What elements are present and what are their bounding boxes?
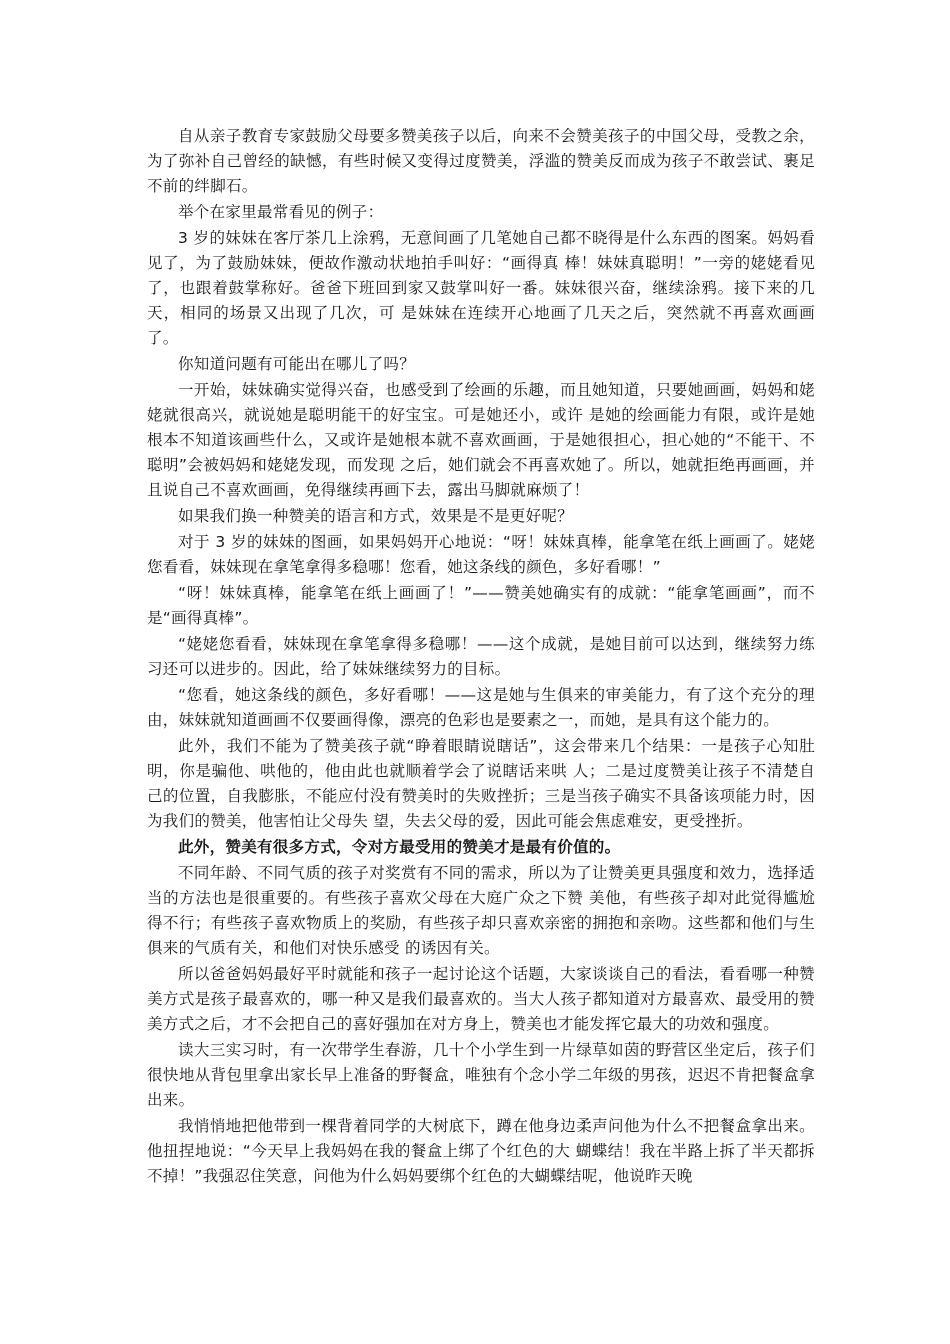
paragraph: 如果我们换一种赞美的语言和方式，效果是不是更好呢？ [178,507,574,525]
document-body [147,124,815,1189]
bold-paragraph: 此外，赞美有很多方式，令对方最受用的赞美才是最有价值的。 [178,838,621,856]
paragraph: 对于 3 岁的妹妹的图画，如果妈妈开心地说：“呀！妹妹真棒，能拿笔在纸上画画了。姥姥您看看，妹妹现在拿笔拿得多稳哪！您看，她这条线的颜色，多好看哪！” [147,533,815,576]
paragraph: 所以爸爸妈妈最好平时就能和孩子一起讨论这个话题，大家谈谈自己的看法，看看哪一种赞美方式是孩子最喜欢的，哪一种又是我们最喜欢的。当大人孩子都知道对方最喜欢、最受用的赞美方式之后，才不会把自己的喜好强加在对方身上，赞美也才能发挥它最大的功效和强度。 [147,965,815,1033]
paragraph: 你知道问题有可能出在哪儿了吗？ [178,355,416,373]
paragraph: 此外，我们不能为了赞美孩子就“睁着眼睛说瞎话”，这会带来几个结果：一是孩子心知肚明，你是骗他、哄他的，他由此也就顺着学会了说瞎话来哄 人；二是过度赞美让孩子不清楚自己的位置，自我膨胀，不能应付没有赞美时的失败挫折；三是当孩子确实不具备该项能力时，因为我们的赞美，他害怕让父母失 望，失去父母的爱，因此可能会焦虑难安，更受挫折。 [147,737,815,830]
paragraph: “姥姥您看看，妹妹现在拿笔拿得多稳哪！——这个成就，是她目前可以达到，继续努力练习还可以进步的。因此，给了妹妹继续努力的目标。 [147,635,815,678]
paragraph: 一开始，妹妹确实觉得兴奋，也感受到了绘画的乐趣，而且她知道，只要她画画，妈妈和姥姥就很高兴，就说她是聪明能干的好宝宝。可是她还小，或许 是她的绘画能力有限，或许是她根本不知道该画些什么，又或许是她根本就不喜欢画画，于是她很担心，担心她的“不能干、不聪明”会被妈妈和姥姥发现，而发现 之后，她们就会不再喜欢她了。所以，她就拒绝再画画，并且说自己不喜欢画画，免得继续再画下去，露出马脚就麻烦了！ [147,381,815,499]
paragraph: “您看，她这条线的颜色，多好看哪！——这是她与生俱来的审美能力，有了这个充分的理由，妹妹就知道画画不仅要画得像，漂亮的色彩也是要素之一，而她，是具有这个能力的。 [147,686,815,729]
paragraph: “呀！妹妹真棒，能拿笔在纸上画画了！”——赞美她确实有的成就：“能拿笔画画”，而不是“画得真棒”。 [147,584,815,627]
paragraph: 3 岁的妹妹在客厅茶几上涂鸦，无意间画了几笔她自己都不晓得是什么东西的图案。妈妈看见了，为了鼓励妹妹，便故作激动状地拍手叫好：“画得真 棒！妹妹真聪明！”一旁的姥姥看见了，也跟着鼓掌称好。爸爸下班回到家又鼓掌叫好一番。妹妹很兴奋，继续涂鸦。接下来的几天，相同的场景又出现了几次，可 是妹妹在连续开心地画了几天之后，突然就不再喜欢画画了。 [147,229,815,347]
paragraph: 举个在家里最常看见的例子： [178,203,384,221]
paragraph: 我悄悄地把他带到一棵背着同学的大树底下，蹲在他身边柔声问他为什么不把餐盒拿出来。他扭捏地说：“今天早上我妈妈在我的餐盒上绑了个红色的大 蝴蝶结！我在半路上拆了半天都拆不掉！”我强忍住笑意，问他为什么妈妈要绑个红色的大蝴蝶结呢，他说昨天晚 [147,1117,815,1185]
paragraph: 读大三实习时，有一次带学生春游，几十个小学生到一片绿草如茵的野营区坐定后，孩子们很快地从背包里拿出家长早上准备的野餐盒，唯独有个念小学二年级的男孩，迟迟不肯把餐盒拿出来。 [147,1041,815,1109]
paragraph: 自从亲子教育专家鼓励父母要多赞美孩子以后，向来不会赞美孩子的中国父母，受教之余，为了弥补自己曾经的缺憾，有些时候又变得过度赞美，浮滥的赞美反而成为孩子不敢尝试、裹足不前的绊脚石。 [147,127,815,195]
paragraph: 不同年龄、不同气质的孩子对奖赏有不同的需求，所以为了让赞美更具强度和效力，选择适当的方法也是很重要的。有些孩子喜欢父母在大庭广众之下赞 美他，有些孩子却对此觉得尴尬得不行；有些孩子喜欢物质上的奖励，有些孩子却只喜欢亲密的拥抱和亲吻。这些都和他们与生俱来的气质有关，和他们对快乐感受 的诱因有关。 [147,864,815,957]
